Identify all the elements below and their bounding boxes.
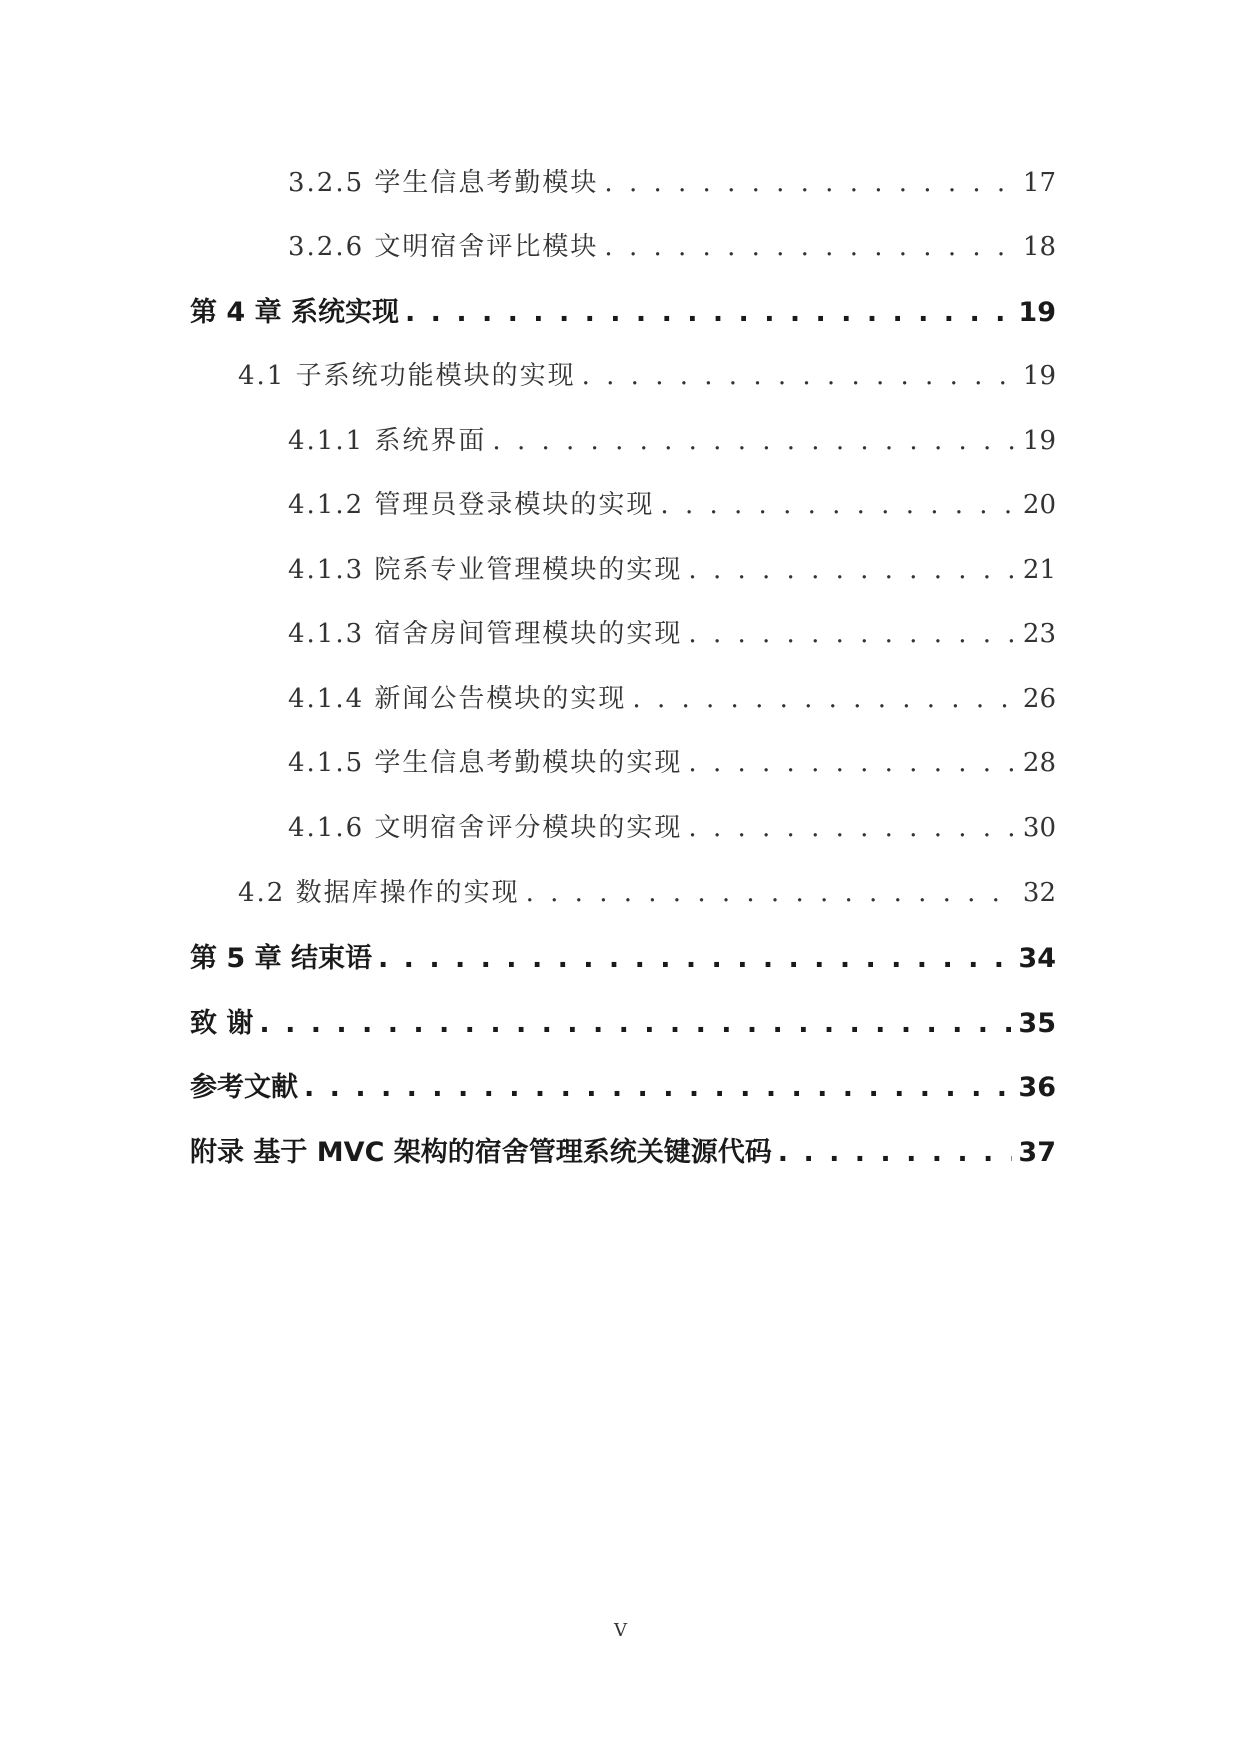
toc-entry-4-1-3-room[interactable] [288,613,1056,653]
toc-entry-title: 4.1.6 文明宿舍评分模块的实现 [288,813,683,843]
toc-dot-leader [632,684,1016,714]
toc-entry-acknowledgements[interactable] [190,1001,1056,1041]
toc-entry-title: 4.1.3 院系专业管理模块的实现 [288,555,683,585]
toc-entry-4-1-1[interactable] [288,420,1056,460]
toc-dot-leader [582,361,1017,391]
toc-entry-page: 37 [1018,1137,1056,1168]
toc-entry-page: 21 [1022,555,1056,585]
toc-entry-4-1-6[interactable] [288,807,1056,847]
toc-entry-title: 第 5 章 结束语 [190,943,372,974]
toc-entry-4-2[interactable] [238,872,1056,912]
toc-dot-leader [688,813,1016,843]
toc-entry-title: 附录 基于 MVC 架构的宿舍管理系统关键源代码 [190,1137,772,1168]
toc-entry-page: 19 [1018,297,1056,328]
toc-entry-page: 32 [1022,878,1056,908]
toc-entry-4-1-5[interactable] [288,742,1056,782]
toc-dot-leader [660,490,1016,520]
toc-entry-title: 4.2 数据库操作的实现 [238,878,520,908]
toc-entry-page: 28 [1022,748,1056,778]
toc-entry-page: 18 [1022,232,1056,262]
toc-entry-title: 参考文献 [190,1072,298,1103]
toc-entry-page: 19 [1022,361,1056,391]
toc-dot-leader [688,619,1016,649]
toc-dot-leader [492,426,1016,456]
toc-entry-page: 19 [1022,426,1056,456]
toc-entry-page: 34 [1018,943,1056,974]
toc-entry-4-1-4[interactable] [288,678,1056,718]
toc-entry-4-1-3-department[interactable] [288,549,1056,589]
toc-entry-4-1[interactable] [238,355,1056,395]
toc-dot-leader [526,878,1017,908]
toc-entry-page: 20 [1022,490,1056,520]
toc-entry-3-2-5[interactable] [288,162,1056,202]
toc-dot-leader [259,1008,1012,1039]
toc-entry-page: 17 [1022,168,1056,198]
toc-entry-page: 30 [1022,813,1056,843]
toc-entry-title: 4.1.5 学生信息考勤模块的实现 [288,748,683,778]
toc-dot-leader [604,168,1016,198]
toc-entry-page: 36 [1018,1072,1056,1103]
toc-entry-title: 4.1 子系统功能模块的实现 [238,361,576,391]
toc-entry-page: 23 [1022,619,1056,649]
toc-entry-title: 4.1.2 管理员登录模块的实现 [288,490,655,520]
toc-entry-title: 4.1.4 新闻公告模块的实现 [288,684,627,714]
toc-entry-page: 35 [1018,1008,1056,1039]
toc-entry-chapter-5[interactable] [190,936,1056,976]
toc-dot-leader [304,1072,1012,1103]
toc-entry-4-1-2[interactable] [288,484,1056,524]
toc-dot-leader [405,297,1012,328]
toc-dot-leader [778,1137,1013,1168]
toc-dot-leader [378,943,1012,974]
toc-entry-title: 第 4 章 系统实现 [190,297,399,328]
toc-entry-3-2-6[interactable] [288,226,1056,266]
toc-dot-leader [688,555,1016,585]
toc-dot-leader [604,232,1016,262]
toc-entry-title: 致 谢 [190,1008,254,1039]
toc-entry-page: 26 [1022,684,1056,714]
toc-entry-appendix[interactable] [190,1130,1056,1170]
toc-entry-chapter-4[interactable] [190,290,1056,330]
toc-entry-title: 4.1.3 宿舍房间管理模块的实现 [288,619,683,649]
toc-dot-leader [688,748,1016,778]
toc-entry-title: 4.1.1 系统界面 [288,426,487,456]
page-number: V [614,1620,627,1641]
toc-entry-title: 3.2.5 学生信息考勤模块 [288,168,599,198]
toc-entry-title: 3.2.6 文明宿舍评比模块 [288,232,599,262]
toc-entry-references[interactable] [190,1065,1056,1105]
